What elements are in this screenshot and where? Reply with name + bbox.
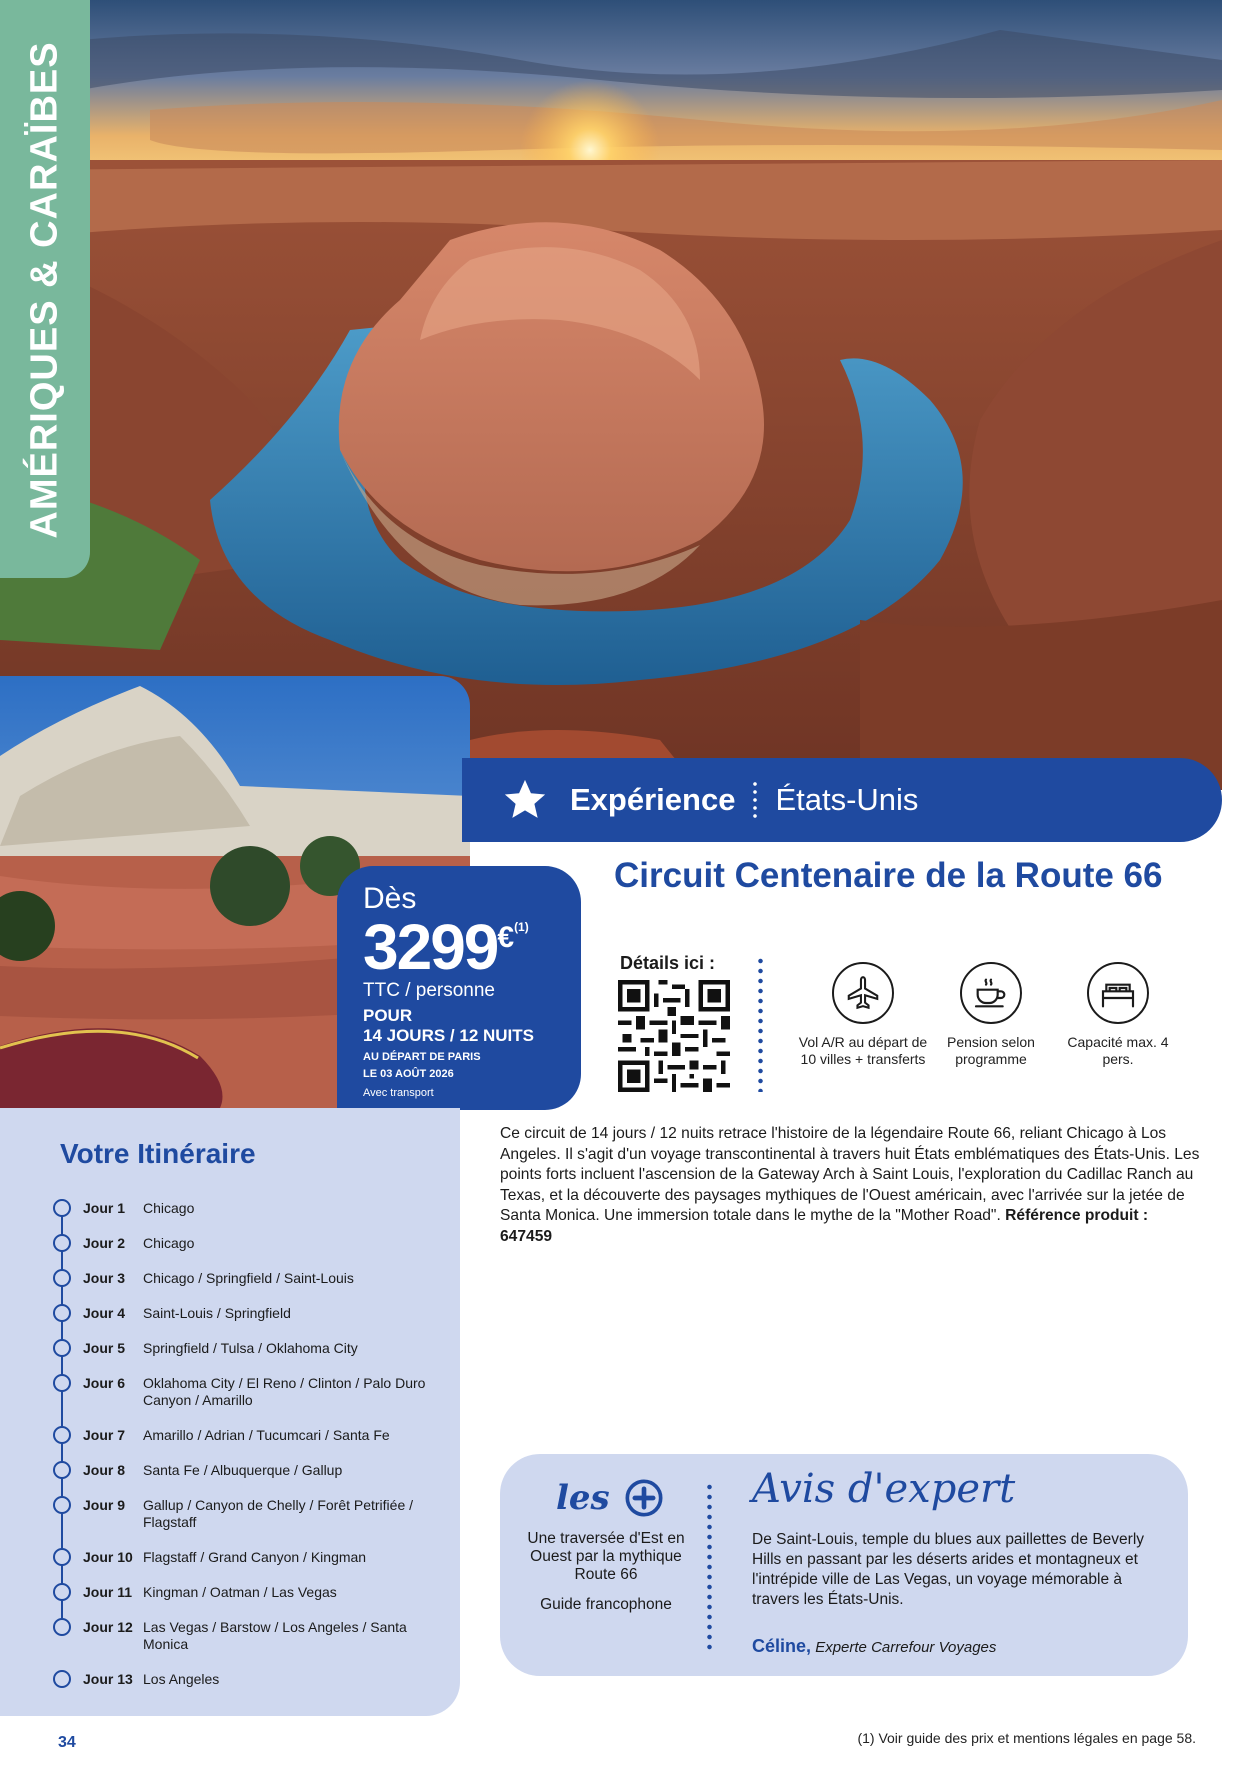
details-label: Détails ici :	[620, 953, 716, 973]
timeline-node	[53, 1670, 71, 1688]
timeline-node	[53, 1548, 71, 1566]
feature-flight-label: Vol A/R au départ de 10 villes + transferts	[798, 1034, 928, 1067]
timeline-node	[53, 1583, 71, 1601]
cup-icon	[960, 962, 1022, 1024]
timeline-node	[53, 1461, 71, 1479]
separator-dots	[753, 780, 757, 820]
expert-name: Céline,	[752, 1636, 812, 1656]
hero-photo-horseshoe-bend	[0, 0, 1222, 790]
experience-band	[462, 758, 1222, 842]
itinerary-day: Jour 8	[83, 1462, 126, 1478]
page-number: 34	[58, 1734, 76, 1751]
itinerary-place: Oklahoma City / El Reno / Clinton / Palo Duro Canyon / Amarillo	[143, 1375, 426, 1408]
timeline-node	[53, 1496, 71, 1514]
plus-heading	[556, 1476, 686, 1520]
feature-capacity	[1053, 962, 1183, 1068]
section-tab	[0, 0, 90, 578]
price-currency: €	[497, 921, 515, 954]
timeline-node	[53, 1618, 71, 1636]
itinerary-place: Chicago / Springfield / Saint-Louis	[143, 1270, 354, 1286]
plus-label: les	[556, 1478, 610, 1518]
itinerary-place: Saint-Louis / Springfield	[143, 1305, 291, 1321]
itinerary-title: Votre Itinéraire	[60, 1138, 256, 1169]
itinerary-place: Las Vegas / Barstow / Los Angeles / Santa Monica	[143, 1619, 407, 1652]
price-duration: 14 JOURS / 12 NUITS	[363, 1026, 535, 1045]
expert-title: Avis d'expert	[752, 1466, 1016, 1512]
itinerary-day: Jour 5	[83, 1340, 126, 1356]
price-badge	[337, 866, 581, 1110]
itinerary-place: Chicago	[143, 1200, 195, 1216]
product-reference: Référence produit : 647459	[500, 1207, 1149, 1245]
price-departure: AU DÉPART DE PARIS	[363, 1051, 481, 1063]
itinerary-place: Springfield / Tulsa / Oklahoma City	[143, 1340, 358, 1356]
separator-dots	[758, 956, 763, 1092]
experience-label: Expérience	[570, 782, 736, 817]
description-text: Ce circuit de 14 jours / 12 nuits retrace l'histoire de la légendaire Route 66, reliant Chicago à Los Angeles. Il s'agit d'un voyage transcontinental à travers huit États emblématiques des États-Unis. Les points forts incluent l'ascension de la Gateway Arch à Saint Louis, l'exploration du Cadillac Ranch au Texas, et la découverte des paysages mythiques de l'Ouest américain, avec l'arrivée sur la jetée de Santa Monica. Une immersion totale dans le mythe de la "Mother Road".	[500, 1125, 1200, 1224]
price-date: LE 03 AOÛT 2026	[363, 1068, 454, 1080]
qr-code-icon[interactable]	[618, 980, 730, 1092]
feature-capacity-label: Capacité max. 4 pers.	[1067, 1034, 1169, 1067]
itinerary-day: Jour 11	[83, 1584, 133, 1600]
timeline-node	[53, 1269, 71, 1287]
itinerary-day: Jour 12	[83, 1619, 133, 1635]
price-ttc: TTC / personne	[363, 980, 495, 1001]
plus-circle-icon	[624, 1478, 664, 1518]
price-transport: Avec transport	[363, 1087, 434, 1099]
itinerary-day: Jour 9	[83, 1497, 126, 1513]
itinerary-day: Jour 6	[83, 1375, 126, 1391]
separator-dots	[707, 1482, 712, 1652]
itinerary-place: Chicago	[143, 1235, 195, 1251]
itinerary-place: Flagstaff / Grand Canyon / Kingman	[143, 1549, 367, 1565]
itinerary-place: Gallup / Canyon de Chelly / Forêt Petrifiée / Flagstaff	[143, 1497, 414, 1530]
itinerary-place: Amarillo / Adrian / Tucumcari / Santa Fe	[143, 1427, 390, 1443]
star-icon	[502, 777, 548, 823]
itinerary-place: Los Angeles	[143, 1671, 220, 1687]
plus-item: Une traversée d'Est en Ouest par la mythique Route 66	[527, 1530, 685, 1583]
itinerary-place: Santa Fe / Albuquerque / Gallup	[143, 1462, 343, 1478]
itinerary-panel	[0, 1108, 460, 1716]
timeline-node	[53, 1374, 71, 1392]
page-title: Circuit Centenaire de la Route 66	[614, 856, 1163, 895]
itinerary-place: Kingman / Oatman / Las Vegas	[143, 1584, 337, 1600]
highlights-box	[500, 1454, 1188, 1676]
timeline-node	[53, 1426, 71, 1444]
itinerary-day: Jour 4	[83, 1305, 126, 1321]
legal-note: (1) Voir guide des prix et mentions légales en page 58.	[857, 1730, 1196, 1746]
itinerary-day: Jour 2	[83, 1235, 126, 1251]
description	[500, 1124, 1200, 1247]
section-tab-label: AMÉRIQUES & CARAÏBES	[23, 41, 66, 539]
timeline-node	[53, 1234, 71, 1252]
feature-flight	[798, 962, 928, 1068]
plus-item: Guide francophone	[540, 1596, 672, 1613]
feature-board	[926, 962, 1056, 1068]
expert-signature	[752, 1636, 996, 1657]
itinerary-day: Jour 1	[83, 1200, 126, 1216]
timeline-node	[53, 1199, 71, 1217]
itinerary-day: Jour 10	[83, 1549, 133, 1565]
timeline-node	[53, 1304, 71, 1322]
expert-role: Experte Carrefour Voyages	[815, 1639, 997, 1656]
experience-destination: États-Unis	[775, 782, 919, 817]
itinerary-day: Jour 3	[83, 1270, 126, 1286]
price-note: (1)	[514, 920, 529, 934]
price-amount: 3299	[363, 911, 498, 983]
plus-list	[526, 1530, 686, 1626]
price-from: Dès	[363, 882, 417, 915]
price-pour: POUR	[363, 1006, 413, 1025]
plane-icon	[832, 962, 894, 1024]
itinerary-day: Jour 7	[83, 1427, 126, 1443]
itinerary-day: Jour 13	[83, 1671, 133, 1687]
bed-icon	[1087, 962, 1149, 1024]
timeline-node	[53, 1339, 71, 1357]
expert-text: De Saint-Louis, temple du blues aux paillettes de Beverly Hills en passant par les déserts arides et montagneux et l'intrépide ville de Las Vegas, un voyage mémorable à travers les États-Unis.	[752, 1531, 1145, 1608]
feature-board-label: Pension selon programme	[947, 1034, 1035, 1067]
